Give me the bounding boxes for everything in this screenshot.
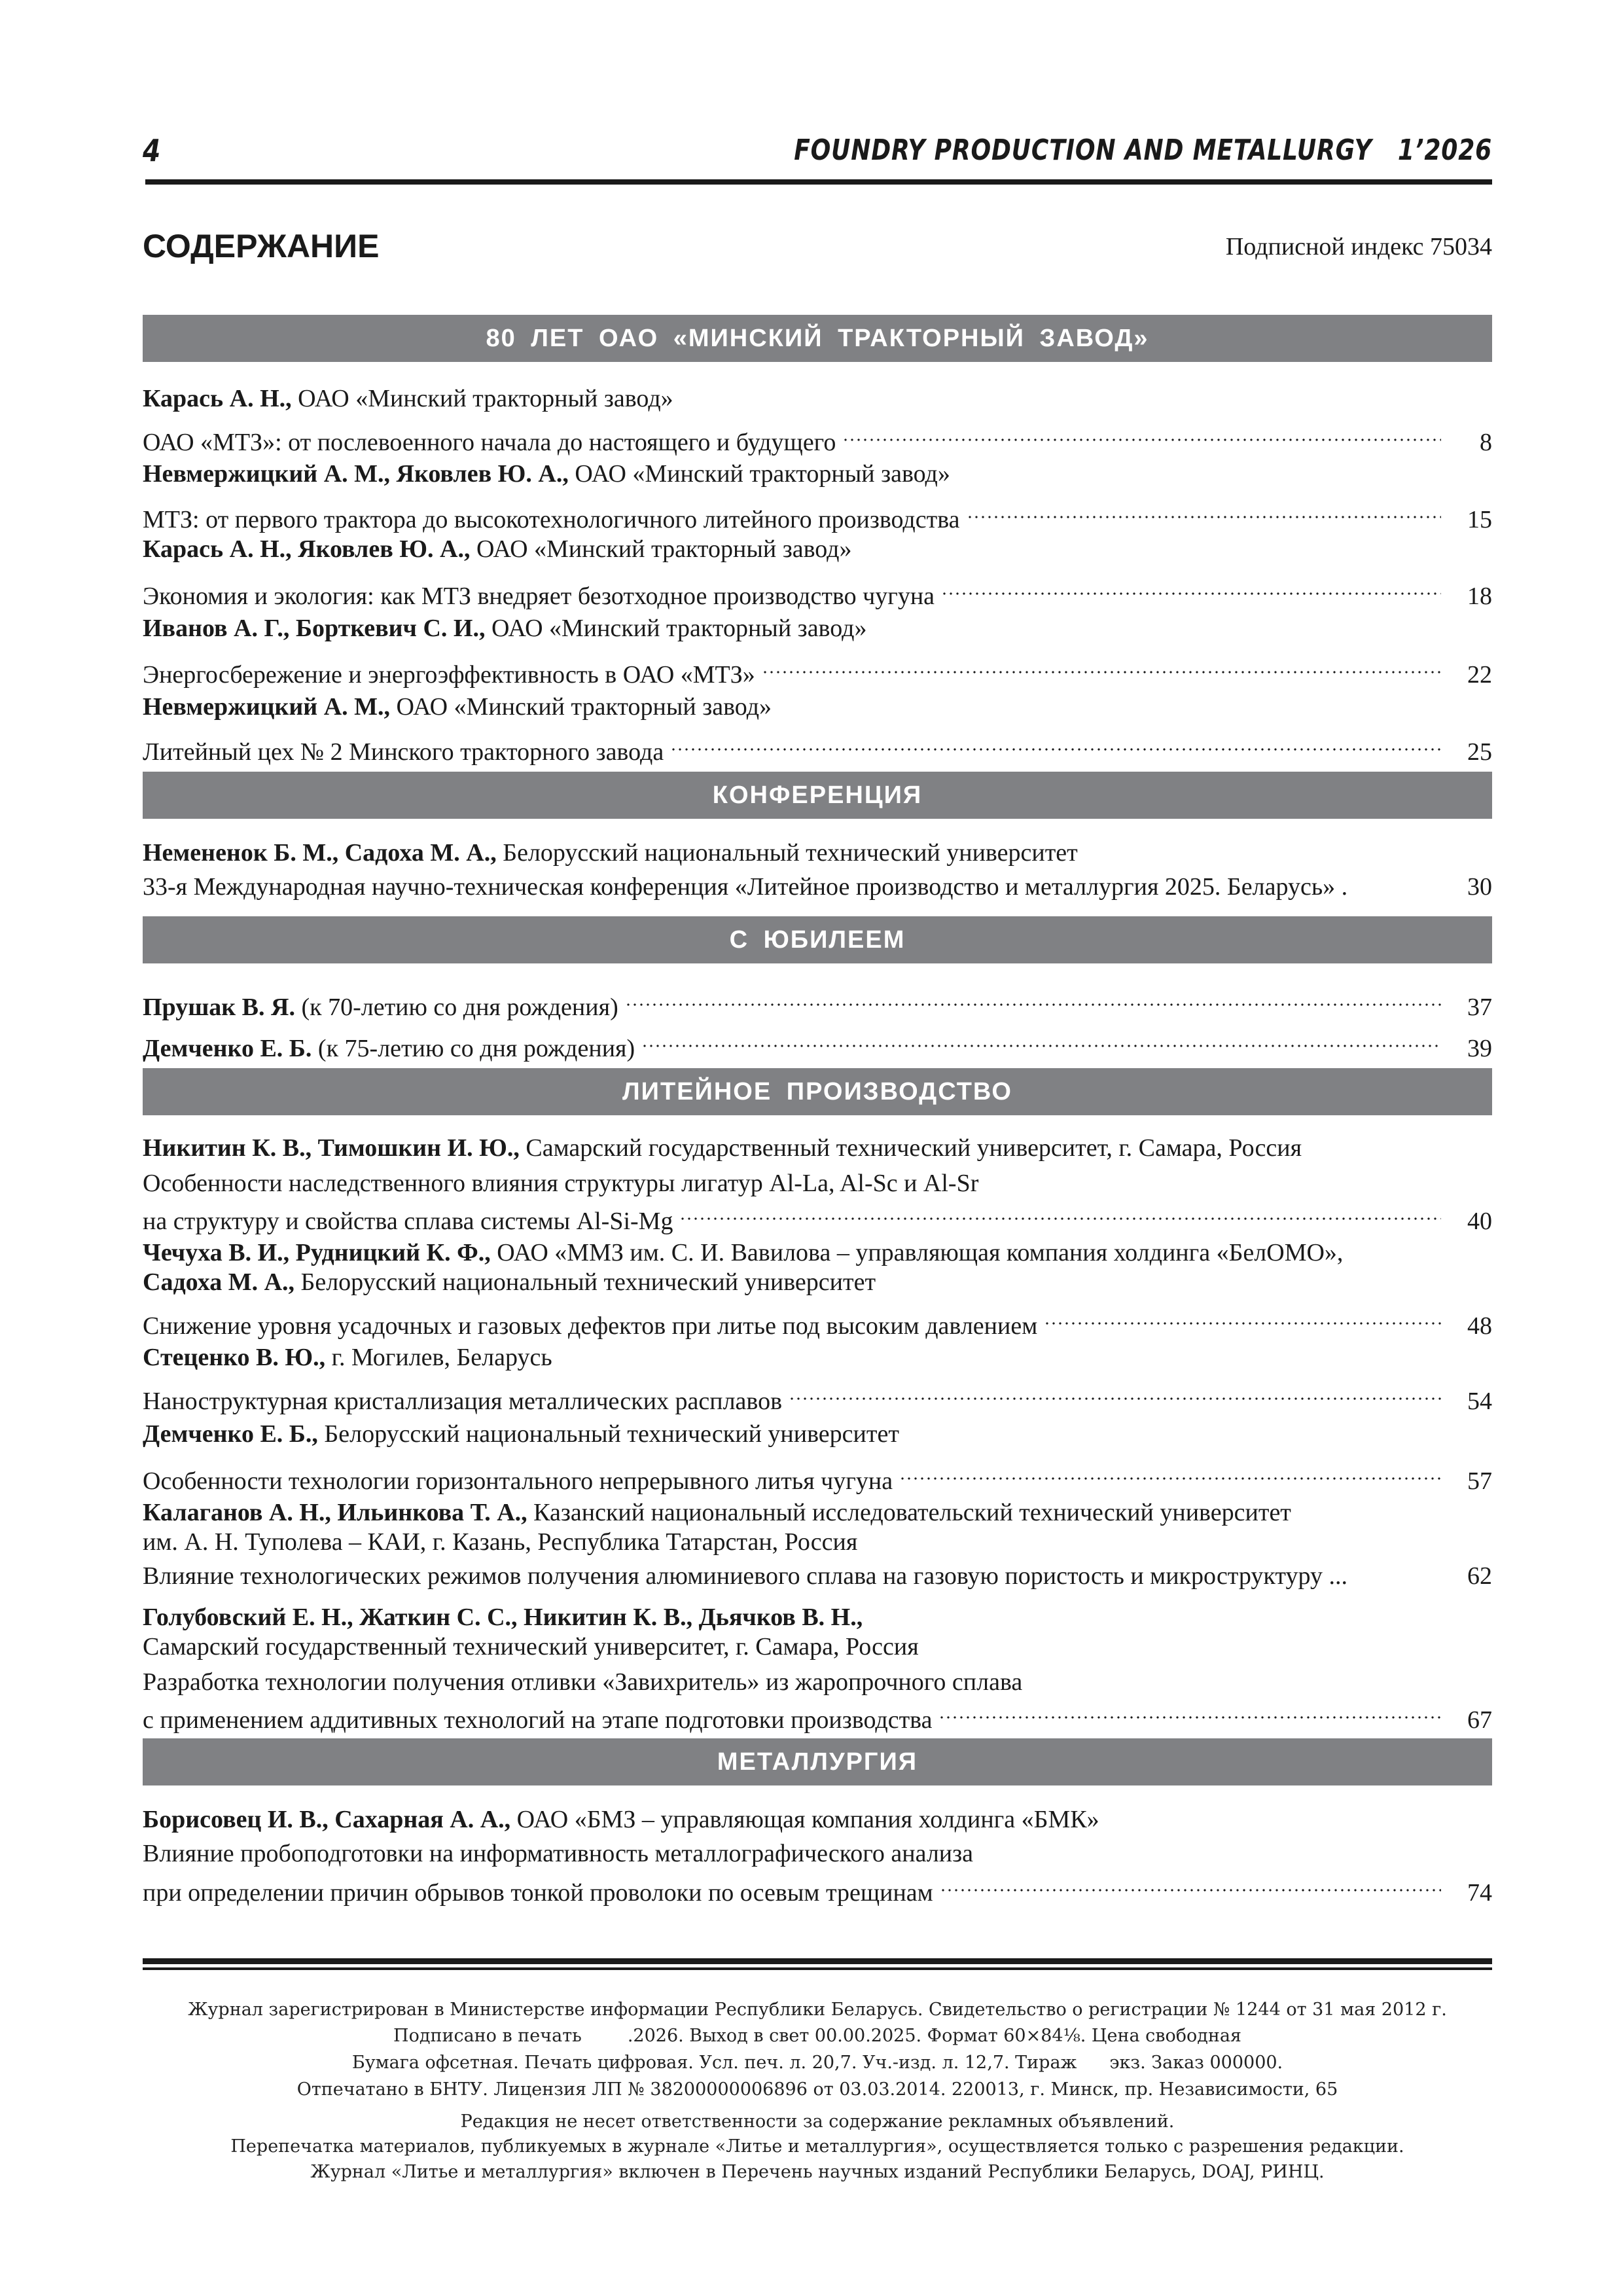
toc-entry-title[interactable] — [143, 1299, 1492, 1340]
toc-entry-authors — [143, 1130, 1492, 1166]
section-header-foundry: ЛИТЕЙНОЕ ПРОИЗВОДСТВО — [143, 1068, 1492, 1115]
entry-affiliation: ОАО «Минский тракторный завод» — [291, 385, 673, 412]
toc-entry-title[interactable] — [143, 980, 1492, 1021]
entry-title: Экономия и экология: как МТЗ внедряет безотходное производство чугуна — [143, 583, 935, 610]
section-header-mtz-80: 80 ЛЕТ ОАО «МИНСКИЙ ТРАКТОРНЫЙ ЗАВОД» — [143, 315, 1492, 362]
toc-entry-authors — [143, 1416, 1492, 1452]
entry-title: с применением аддитивных технологий на этапе подготовки производства — [143, 1706, 933, 1734]
entry-affiliation: Самарский государственный технический университет, г. Самара, Россия — [519, 1134, 1302, 1162]
entry-page: 22 — [1467, 661, 1492, 689]
entry-affiliation: ОАО «Минский тракторный завод» — [568, 460, 950, 488]
entry-title: Литейный цех № 2 Минского тракторного завода — [143, 738, 664, 766]
entry-authors: Калаганов А. Н., Ильинкова Т. А., — [143, 1499, 527, 1526]
entry-title: МТЗ: от первого трактора до высокотехнологичного литейного производства — [143, 506, 960, 533]
imprint-text: Бумага офсетная. Печать цифровая. Усл. печ. л. 20,7. Уч.-изд. л. 12,7. Тираж — [351, 2053, 1077, 2073]
entry-title: при определении причин обрывов тонкой проволоки по осевым трещинам — [143, 1879, 933, 1907]
toc-entry-title[interactable] — [143, 1021, 1492, 1062]
entry-affiliation: ОАО «ММЗ им. С. И. Вавилова – управляющая компания холдинга «БелОМО», — [490, 1239, 1344, 1266]
toc-entry-affiliation-line — [143, 1629, 1492, 1664]
entry-title: Наноструктурная кристаллизация металлических расплавов — [143, 1388, 783, 1415]
entry-page: 15 — [1467, 506, 1492, 533]
entry-authors: Демченко Е. Б., — [143, 1420, 318, 1448]
dot-leader — [679, 1194, 1441, 1229]
toc-entry-title[interactable] — [143, 725, 1492, 766]
dot-leader — [641, 1021, 1441, 1056]
entry-authors: Карась А. Н., Яковлев Ю. А., — [143, 535, 471, 563]
entry-page: 48 — [1467, 1312, 1492, 1340]
imprint-printed-by: Отпечатано в БНТУ. Лицензия ЛП № 38200000006896 от 03.03.2014. 220013, г. Минск, пр. Независимости, 65 — [296, 2079, 1338, 2100]
entry-title: Снижение уровня усадочных и газовых дефектов при литье под высоким давлением — [143, 1312, 1038, 1340]
toc-entry-authors — [143, 381, 1492, 416]
entry-title: Разработка технологии получения отливки «Завихритель» из жаропрочного сплава — [143, 1668, 1023, 1696]
entry-affiliation: (к 70-летию со дня рождения) — [294, 994, 618, 1021]
entry-page: 54 — [1467, 1388, 1492, 1415]
entry-page: 37 — [1467, 994, 1492, 1021]
toc-entry-title[interactable] — [143, 1454, 1492, 1495]
toc-entry-authors — [143, 611, 1492, 646]
dot-leader — [938, 1693, 1441, 1728]
entry-authors: Борисовец И. В., Сахарная А. А., — [143, 1806, 511, 1833]
entry-title: 33-я Международная научно-техническая конференция «Литейное производство и металлургия 2025. Беларусь» . — [143, 873, 1348, 901]
entry-page: 67 — [1467, 1706, 1492, 1734]
entry-authors: Садоха М. А., — [143, 1268, 295, 1296]
entry-authors: Стеценко В. Ю., — [143, 1344, 326, 1371]
entry-authors: Невмержицкий А. М., Яковлев Ю. А., — [143, 460, 569, 488]
entry-page: 62 — [1467, 1562, 1492, 1590]
dot-leader — [670, 725, 1441, 760]
page-title: СОДЕРЖАНИЕ — [143, 228, 380, 264]
toc-entry-title[interactable] — [143, 1558, 1492, 1594]
entry-authors: Прушак В. Я. — [143, 994, 295, 1021]
header-rule — [145, 179, 1492, 185]
entry-affiliation: (к 75-летию со дня рождения) — [312, 1035, 635, 1062]
dot-leader — [1044, 1299, 1441, 1334]
footer-rule-thin — [143, 1967, 1492, 1970]
entry-authors: Чечуха В. И., Рудницкий К. Ф., — [143, 1239, 491, 1266]
toc-entry-authors — [143, 531, 1492, 567]
imprint-text: экз. Заказ 000000. — [1109, 2053, 1283, 2073]
entry-title: Влияние пробоподготовки на информативность металлографического анализа — [143, 1840, 974, 1867]
subscription-index: Подписной индекс 75034 — [1225, 233, 1492, 260]
section-header-metallurgy: МЕТАЛЛУРГИЯ — [143, 1738, 1492, 1785]
entry-affiliation: ОАО «Минский тракторный завод» — [470, 535, 852, 563]
entry-affiliation: ОАО «БМЗ – управляющая компания холдинга «БМК» — [510, 1806, 1099, 1833]
toc-entry-title[interactable] — [143, 1194, 1492, 1235]
dot-leader — [625, 980, 1441, 1015]
toc-entry-authors — [143, 1265, 1492, 1300]
imprint-print-date — [143, 2023, 1492, 2049]
entry-page: 40 — [1467, 1208, 1492, 1235]
entry-title: ОАО «МТЗ»: от послевоенного начала до настоящего и будущего — [143, 429, 836, 456]
entry-affiliation: Казанский национальный исследовательский технический университет — [527, 1499, 1291, 1526]
entry-title: Влияние технологических режимов получения алюминиевого сплава на газовую пористость и микроструктуру ... — [143, 1562, 1347, 1590]
entry-page: 8 — [1480, 429, 1492, 456]
entry-page: 74 — [1467, 1879, 1492, 1907]
dot-leader — [941, 569, 1441, 604]
toc-entry-title[interactable] — [143, 1865, 1492, 1907]
entry-affiliation: ОАО «Минский тракторный завод» — [485, 615, 867, 642]
entry-title: Особенности наследственного влияния структуры лигатур Al-La, Al-Sc и Al-Sr — [143, 1170, 979, 1197]
entry-authors: Иванов А. Г., Борткевич С. И., — [143, 615, 486, 642]
imprint-reprint: Перепечатка материалов, публикуемых в журнале «Литье и металлургия», осуществляется только с разрешения редакции. — [230, 2136, 1404, 2157]
entry-authors: Невмержицкий А. М., — [143, 693, 391, 721]
imprint-disclaimer: Редакция не несет ответственности за содержание рекламных объявлений. — [460, 2111, 1175, 2132]
dot-leader — [789, 1374, 1441, 1409]
dot-leader — [940, 1865, 1441, 1901]
entry-page: 30 — [1467, 873, 1492, 901]
toc-entry-title[interactable] — [143, 1693, 1492, 1734]
entry-affiliation: Белорусский национальный технический университет — [294, 1268, 876, 1296]
entry-title: на структуру и свойства сплава системы Al-Si-Mg — [143, 1208, 673, 1235]
entry-affiliation: Белорусский национальный технический университет — [317, 1420, 899, 1448]
footer-rule — [143, 1958, 1492, 1964]
toc-entry-authors — [143, 689, 1492, 725]
dot-leader — [842, 415, 1441, 450]
toc-entry-title[interactable] — [143, 647, 1492, 689]
page-number: 4 — [143, 133, 161, 168]
toc-entry-title[interactable] — [143, 415, 1492, 456]
dot-leader — [899, 1454, 1441, 1489]
toc-entry-authors — [143, 456, 1492, 492]
toc-entry-title[interactable] — [143, 569, 1492, 610]
toc-entry-title[interactable] — [143, 492, 1492, 533]
entry-authors: Голубовский Е. Н., Жаткин С. С., Никитин К. В., Дьячков В. Н., — [143, 1604, 863, 1631]
entry-affiliation: Белорусский национальный технический университет — [496, 839, 1078, 867]
entry-authors: Демченко Е. Б. — [143, 1035, 312, 1062]
journal-running-title — [794, 131, 1492, 170]
entry-affiliation: им. А. Н. Туполева – КАИ, г. Казань, Республика Татарстан, Россия — [143, 1528, 858, 1556]
imprint-text: .2026. Выход в свет 00.00.2025. Формат 60×84⅛. Цена свободная — [627, 2026, 1241, 2046]
entry-page: 25 — [1467, 738, 1492, 766]
toc-entry-title[interactable] — [143, 1374, 1492, 1415]
toc-entry-title[interactable] — [143, 869, 1492, 905]
toc-entry-affiliation-line — [143, 1524, 1492, 1560]
toc-entry-authors — [143, 835, 1492, 870]
dot-leader — [762, 647, 1441, 683]
entry-affiliation: Самарский государственный технический университет, г. Самара, Россия — [143, 1633, 919, 1660]
entry-authors: Никитин К. В., Тимошкин И. Ю., — [143, 1134, 520, 1162]
imprint-registration: Журнал зарегистрирован в Министерстве информации Республики Беларусь. Свидетельство о регистрации № 1244 от 31 мая 2012 г. — [188, 2000, 1447, 2020]
entry-authors: Карась А. Н., — [143, 385, 292, 412]
issue-number: 1’2026 — [1397, 134, 1492, 167]
entry-authors: Немененок Б. М., Садоха М. А., — [143, 839, 497, 867]
section-header-jubilee: С ЮБИЛЕЕМ — [143, 916, 1492, 963]
entry-title: Энергосбережение и энергоэффективность в ОАО «МТЗ» — [143, 661, 755, 689]
toc-entry-authors — [143, 1802, 1492, 1837]
entry-page: 18 — [1467, 583, 1492, 610]
entry-affiliation: ОАО «Минский тракторный завод» — [390, 693, 772, 721]
section-header-conference: КОНФЕРЕНЦИЯ — [143, 772, 1492, 819]
journal-name: FOUNDRY PRODUCTION AND METALLURGY — [794, 134, 1372, 167]
imprint-paper — [143, 2050, 1492, 2076]
entry-title: Особенности технологии горизонтального непрерывного литья чугуна — [143, 1467, 893, 1495]
dot-leader — [967, 492, 1441, 528]
imprint-text: Подписано в печать — [393, 2026, 582, 2046]
imprint-indexing: Журнал «Литье и металлургия» включен в Перечень научных изданий Республики Беларусь, DOAJ, РИНЦ. — [310, 2162, 1325, 2182]
entry-page: 39 — [1467, 1035, 1492, 1062]
entry-page: 57 — [1467, 1467, 1492, 1495]
entry-affiliation: г. Могилев, Беларусь — [325, 1344, 552, 1371]
toc-entry-authors — [143, 1340, 1492, 1375]
